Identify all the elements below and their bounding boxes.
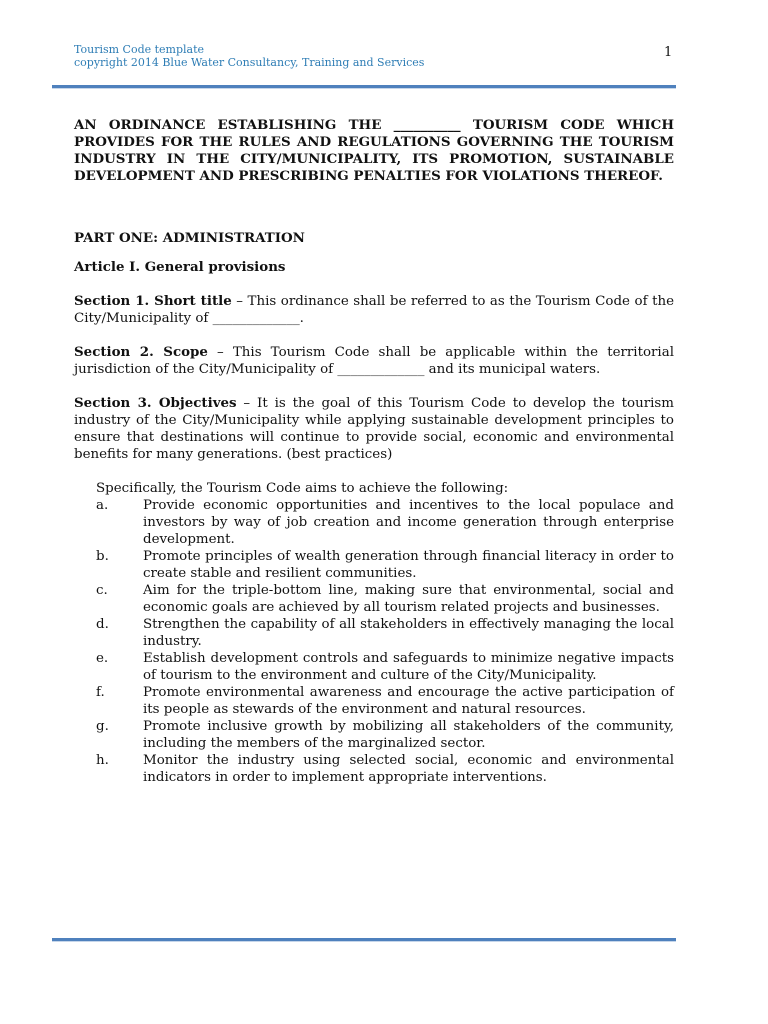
section-short-title	[74, 293, 674, 327]
list-item	[74, 684, 674, 718]
list-item-letter: h.	[96, 753, 109, 768]
list-item	[74, 650, 674, 684]
list-item-letter: b.	[96, 549, 109, 564]
header-template-name: Tourism Code template	[74, 43, 205, 56]
section-objectives	[74, 395, 674, 463]
list-item-letter: c.	[96, 583, 108, 598]
list-item-text: Monitor the industry using selected social, economic and environmental indicators in order to implement appropriate interventions.	[143, 753, 674, 785]
list-item-letter: a.	[96, 498, 109, 513]
page-number: 1	[664, 45, 673, 60]
list-item-letter: g.	[96, 719, 109, 734]
list-item-text: Strengthen the capability of all stakeholders in effectively managing the local industry.	[143, 617, 674, 649]
list-item-text: Promote environmental awareness and encourage the active participation of its people as stewards of the environment and natural resources.	[143, 685, 674, 717]
list-item-letter: e.	[96, 651, 109, 666]
list-item	[74, 752, 674, 786]
footer-divider	[52, 938, 676, 941]
list-item-letter: d.	[96, 617, 109, 632]
list-item-letter: f.	[96, 685, 105, 700]
list-item-text: Promote inclusive growth by mobilizing all stakeholders of the community, including the members of the marginalized sector.	[143, 719, 674, 751]
part-heading: PART ONE: ADMINISTRATION	[74, 230, 305, 246]
list-item	[74, 616, 674, 650]
list-item	[74, 497, 674, 548]
list-item	[74, 548, 674, 582]
list-item-text: Promote principles of wealth generation through financial literacy in order to create stable and resilient communities.	[143, 549, 674, 581]
section-label: Section 3. Objectives	[74, 395, 237, 411]
section-label: Section 2. Scope	[74, 344, 208, 360]
header-copyright: copyright 2014 Blue Water Consultancy, Training and Services	[74, 56, 425, 69]
objectives-intro: Specifically, the Tourism Code aims to achieve the following:	[96, 481, 509, 496]
list-item	[74, 582, 674, 616]
list-item-text: Aim for the triple-bottom line, making sure that environmental, social and economic goals are achieved by all tourism related projects and businesses.	[143, 583, 674, 615]
ordinance-title: AN ORDINANCE ESTABLISHING THE __________ TOURISM CODE WHICH PROVIDES FOR THE RULES AND REGULATIONS GOVERNING THE TOURISM INDUSTRY IN THE CITY/MUNICIPALITY, ITS PROMOTION, SUSTAINABLE DEVELOPMENT AND PRESCRIBING PENALTIES FOR VIOLATIONS THEREOF.	[74, 117, 674, 184]
header-divider	[52, 85, 676, 88]
section-text: – This Tourism Code shall be applicable within the territorial jurisdiction of the City/Municipality of _____________ and its municipal waters.	[74, 345, 674, 377]
list-item-text: Establish development controls and safeguards to minimize negative impacts of tourism to the environment and culture of the City/Municipality.	[143, 651, 674, 683]
section-label: Section 1. Short title	[74, 293, 232, 309]
page-header	[74, 43, 424, 69]
article-heading: Article I. General provisions	[74, 259, 286, 275]
list-item	[74, 718, 674, 752]
section-text: – This ordinance shall be referred to as the Tourism Code of the City/Municipality of _____________.	[74, 294, 675, 326]
document-body	[74, 117, 674, 786]
list-item-text: Provide economic opportunities and incentives to the local populace and investors by way of job creation and income generation through enterprise development.	[143, 498, 674, 547]
section-scope	[74, 344, 674, 378]
objectives-list	[74, 497, 674, 786]
section-text: – It is the goal of this Tourism Code to develop the tourism industry of the City/Municipality while applying sustainable development principles to ensure that destinations will continue to provide social, economic and environmental benefits for many generations. (best practices)	[74, 396, 674, 462]
